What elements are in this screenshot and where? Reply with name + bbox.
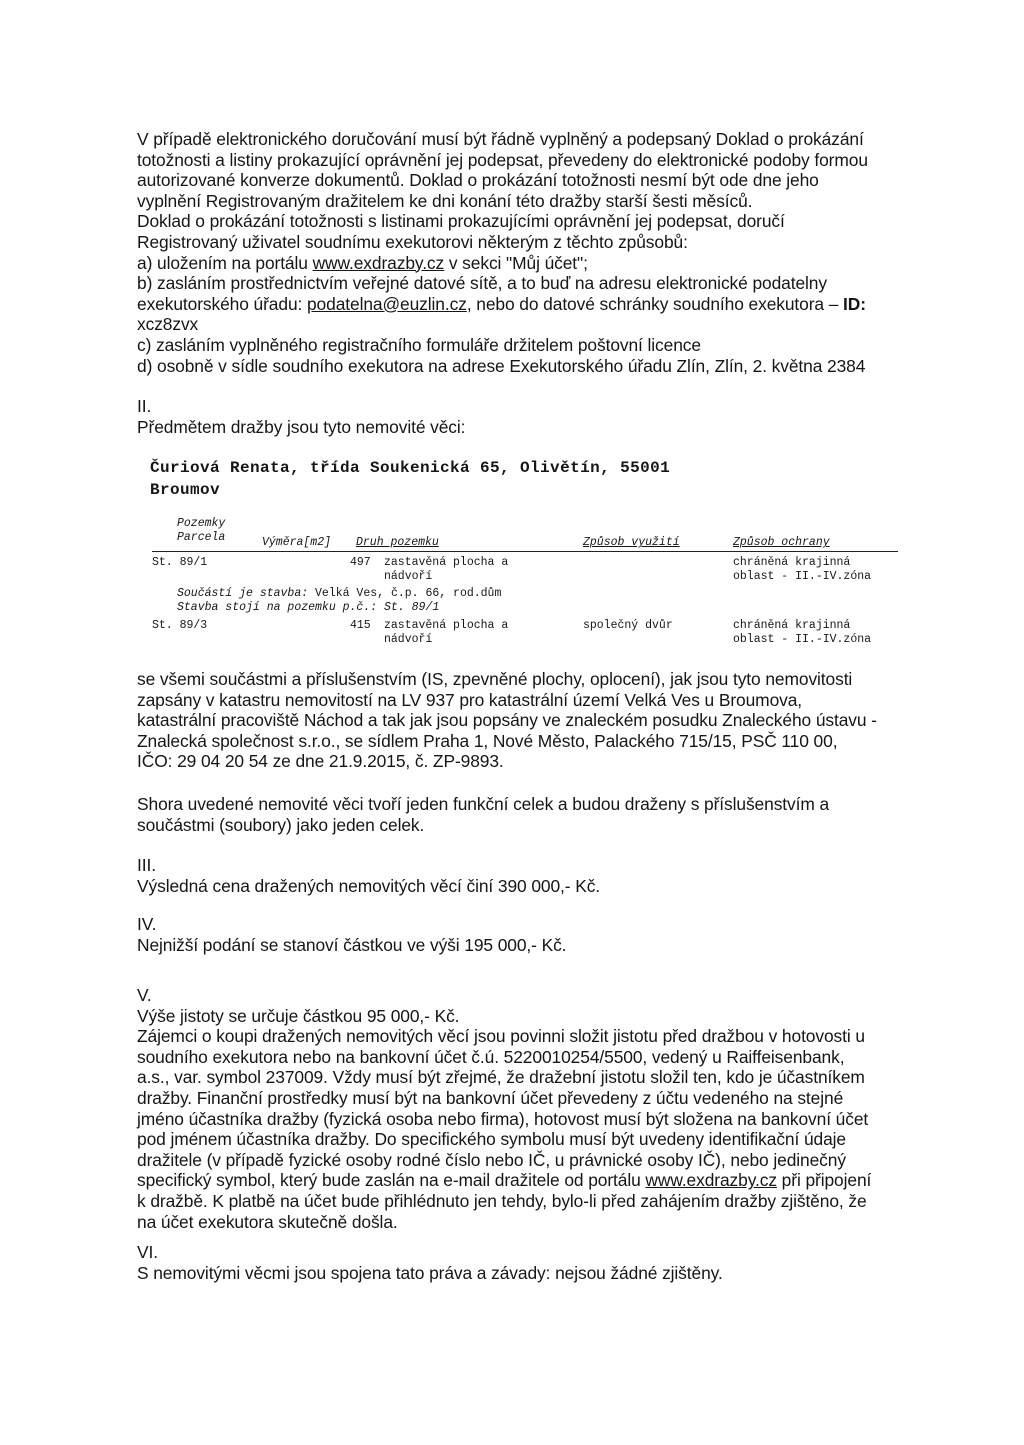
text-line: pod jménem účastníka dražby. Do specifického symbolu musí být uvedeny identifikační údaje xyxy=(137,1129,846,1150)
text-line: zapsány v katastru nemovitostí na LV 937 pro katastrální území Velká Ves u Broumova, xyxy=(137,689,803,710)
text-line: Shora uvedené nemovité věci tvoří jeden funkční celek a budou draženy s příslušenstvím a xyxy=(137,794,830,814)
section-2 xyxy=(137,396,907,437)
building-note xyxy=(177,587,501,600)
deposit-amount: Výše jistoty se určuje částkou 95 000,- Kč. xyxy=(137,1005,460,1026)
row2-druh-cont: nádvoří xyxy=(384,633,433,646)
appraised-price: Výsledná cena dražených nemovitých věcí činí 390 000,- Kč. xyxy=(137,875,601,896)
section-number: VI. xyxy=(137,1242,158,1262)
row2-vymera: 415 xyxy=(350,619,371,632)
col-header-vymera: Výměra[m2] xyxy=(262,536,332,549)
building-note-value: Velká Ves, č.p. 66, rod.dům xyxy=(308,587,502,600)
col-header-ochrana: Způsob ochrany xyxy=(733,536,830,549)
section-6 xyxy=(137,1242,907,1283)
option-a-text-end: v sekci "Můj účet"; xyxy=(444,252,588,273)
section-4 xyxy=(137,914,907,955)
minimum-bid: Nejnižší podání se stanoví částkou ve výši 195 000,- Kč. xyxy=(137,934,567,955)
text-line: totožnosti a listiny prokazující oprávnění jej podepsat, převedeny do elektronické podoby formou xyxy=(137,149,868,170)
text-segment-end: při připojení xyxy=(776,1170,872,1191)
exdrazby-link[interactable]: www.exdrazby.cz xyxy=(312,252,445,273)
option-b-text: exekutorského úřadu: xyxy=(137,293,307,314)
owner-city: Broumov xyxy=(150,481,221,499)
text-line: dražby. Finanční prostředky musí být na bankovní účet převedeny z účtu vedeného na stejné xyxy=(137,1087,844,1108)
text-line: Registrovaný uživatel soudnímu exekutorovi některým z těchto způsobů: xyxy=(137,231,688,252)
row1-druh-cont: nádvoří xyxy=(384,570,433,583)
col-header-druh: Druh pozemku xyxy=(356,536,439,549)
text-line: se všemi součástmi a příslušenstvím (IS, zpevněné plochy, oplocení), jak jsou tyto nemovitosti xyxy=(137,669,853,689)
row2-druh: zastavěná plocha a xyxy=(384,619,509,632)
section-number: IV. xyxy=(137,914,157,934)
text-line xyxy=(137,1170,907,1191)
text-line: na účet exekutora skutečně došla. xyxy=(137,1211,398,1232)
encumbrances: S nemovitými věcmi jsou spojena tato práva a závady: nejsou žádné zjištěny. xyxy=(137,1262,723,1283)
option-c: c) zasláním vyplněného registračního formuláře držitelem poštovní licence xyxy=(137,334,701,355)
col-header-parcela: Parcela xyxy=(177,531,226,544)
owner-name-address: Čuriová Renata, třída Soukenická 65, Olivětín, 55001 xyxy=(150,459,671,477)
section-number: III. xyxy=(137,855,156,875)
option-a-text: a) uložením na portálu xyxy=(137,252,313,273)
section-lead: Předmětem dražby jsou tyto nemovité věci: xyxy=(137,416,466,437)
section-3 xyxy=(137,855,907,896)
text-line: V případě elektronického doručování musí být řádně vyplněný a podepsaný Doklad o prokázání xyxy=(137,129,864,149)
text-segment: specifický symbol, který bude zaslán na e-mail dražitele od portálu xyxy=(137,1170,646,1191)
text-line: soudního exekutora nebo na bankovní účet č.ú. 5220010254/5500, vedený u Raiffeisenbank, xyxy=(137,1046,845,1067)
text-line: Doklad o prokázání totožnosti s listinami prokazujícími oprávnění jej podepsat, doručí xyxy=(137,211,785,232)
text-line: katastrální pracoviště Náchod a tak jak jsou popsány ve znaleckém posudku Znaleckého ústavu - xyxy=(137,710,877,731)
building-note-label: Součástí je stavba: xyxy=(177,587,309,600)
row1-ochrana: chráněná krajinná xyxy=(733,556,851,569)
property-description xyxy=(137,669,907,772)
row2-vyuziti: společný dvůr xyxy=(583,619,673,632)
text-line: dražitele (v případě fyzické osoby rodné číslo nebo IČ, u právnické osoby IČ), nebo jedinečný xyxy=(137,1149,846,1170)
electronic-delivery-paragraph xyxy=(137,129,907,376)
text-line: součástmi (soubory) jako jeden celek. xyxy=(137,814,425,835)
option-b-line2 xyxy=(137,294,907,315)
row2-parcela: St. 89/3 xyxy=(152,619,208,632)
databox-id-value: xcz8zvx xyxy=(137,314,199,335)
text-line: autorizované konverze dokumentů. Doklad o prokázání totožnosti nesmí být ode dne jeho xyxy=(137,170,819,191)
functional-unit-paragraph xyxy=(137,794,907,835)
option-b-text-mid: , nebo do datové schránky soudního exekutora – xyxy=(466,293,844,314)
databox-id-label: ID: xyxy=(843,293,866,314)
building-location-note: Stavba stojí na pozemku p.č.: St. 89/1 xyxy=(177,601,440,614)
row1-vymera: 497 xyxy=(350,556,371,569)
podatelna-email-link[interactable]: podatelna@euzlin.cz xyxy=(306,293,467,314)
row1-druh: zastavěná plocha a xyxy=(384,556,509,569)
row2-ochrana: chráněná krajinná xyxy=(733,619,851,632)
option-a xyxy=(137,253,907,274)
section-number: V. xyxy=(137,985,152,1005)
text-line: jméno účastníka dražby (fyzická osoba nebo firma), hotovost musí být složena na bankovní účet xyxy=(137,1108,869,1129)
section-number: II. xyxy=(137,396,152,416)
row1-ochrana-cont: oblast - II.-IV.zóna xyxy=(733,570,872,583)
option-d: d) osobně v sídle soudního exekutora na adrese Exekutorského úřadu Zlín, Zlín, 2. května 2384 xyxy=(137,355,866,376)
table-header-rule xyxy=(152,551,898,552)
text-line: Zájemci o koupi dražených nemovitých věcí jsou povinni složit jistotu před dražbou v hotovosti u xyxy=(137,1026,865,1047)
text-line: Znalecká společnost s.r.o., se sídlem Praha 1, Nové Město, Palackého 715/15, PSČ 110 00, xyxy=(137,730,838,751)
row2-ochrana-cont: oblast - II.-IV.zóna xyxy=(733,633,872,646)
text-line: vyplnění Registrovaným dražitelem ke dni konání této dražby starší šesti měsíců. xyxy=(137,190,753,211)
option-b-line1: b) zasláním prostřednictvím veřejné datové sítě, a to buď na adresu elektronické podatelny xyxy=(137,273,827,294)
text-line: IČO: 29 04 20 54 ze dne 21.9.2015, č. ZP-9893. xyxy=(137,751,504,772)
section-5 xyxy=(137,985,907,1232)
col-header-vyuziti: Způsob využití xyxy=(583,536,680,549)
exdrazby-link-2[interactable]: www.exdrazby.cz xyxy=(645,1170,777,1191)
text-line: k dražbě. K platbě na účet bude přihlédnuto jen tehdy, bylo-li před zahájením dražby zjištěno, že xyxy=(137,1190,867,1211)
text-line: a.s., var. symbol 237009. Vždy musí být zřejmé, že dražební jistotu složil ten, kdo je účastníkem xyxy=(137,1067,865,1088)
row1-parcela: St. 89/1 xyxy=(152,556,208,569)
table-caption: Pozemky xyxy=(177,517,226,530)
